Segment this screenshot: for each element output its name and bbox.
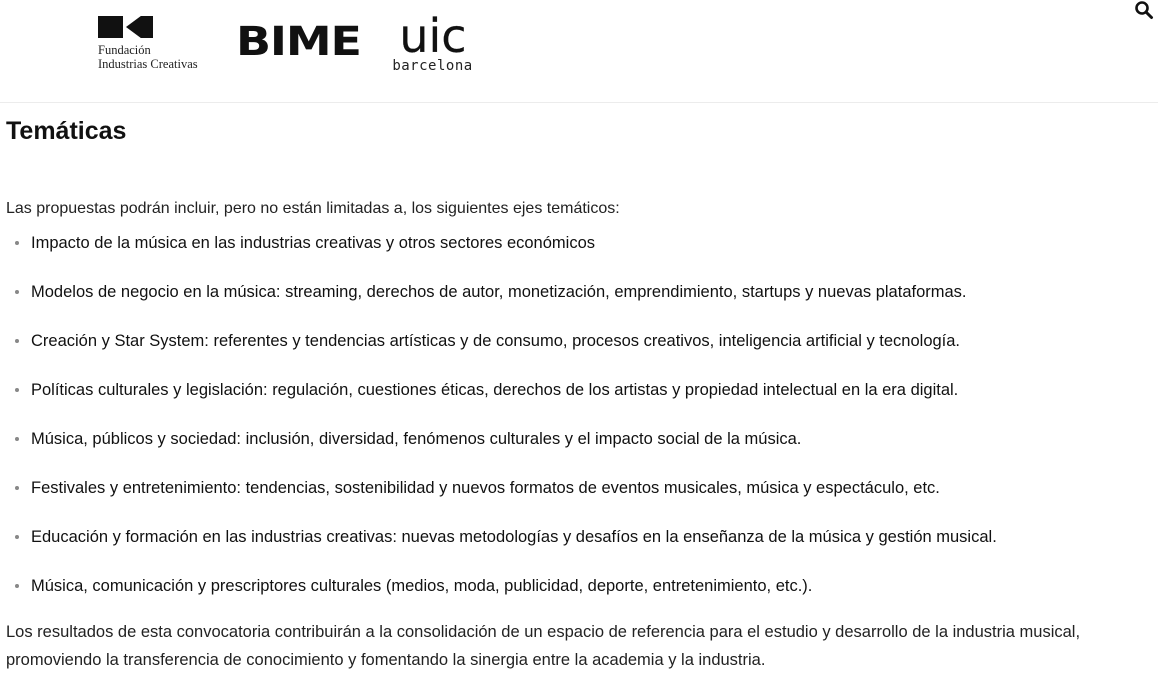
main-content — [0, 117, 1158, 674]
topic-item — [6, 575, 1152, 624]
bullet-dot — [15, 290, 19, 294]
search-icon[interactable] — [1134, 0, 1154, 20]
topic-item — [6, 330, 1152, 379]
fic-logo-line1: Fundación — [98, 43, 151, 57]
topic-item — [6, 379, 1152, 428]
topic-text: Impacto de la música en las industrias creativas y otros sectores económicos — [31, 234, 595, 252]
bime-logo[interactable]: BIME — [236, 19, 361, 65]
topic-item — [6, 477, 1152, 526]
topic-text: Políticas culturales y legislación: regulación, cuestiones éticas, derechos de los artistas y propiedad intelectual en la era digital. — [31, 381, 959, 399]
bullet-dot — [15, 241, 19, 245]
fic-square-shape — [98, 16, 123, 38]
topic-item — [6, 232, 1152, 281]
uic-logo-text: uic — [398, 10, 467, 56]
uic-logo-subtitle: barcelona — [392, 58, 473, 74]
fic-logo-line2: Industrias Creativas — [98, 57, 198, 71]
section-intro: Las propuestas podrán incluir, pero no están limitadas a, los siguientes ejes temáticos: — [6, 200, 620, 217]
fic-logo-text — [98, 43, 198, 71]
topic-item — [6, 526, 1152, 575]
bullet-dot — [15, 388, 19, 392]
topic-text: Educación y formación en las industrias creativas: nuevas metodologías y desafíos en la enseñanza de la música y gestión musical. — [31, 528, 997, 546]
uic-logo-mark — [387, 10, 479, 56]
uic-barcelona-logo[interactable] — [385, 10, 481, 74]
bullet-dot — [15, 339, 19, 343]
topic-text: Festivales y entretenimiento: tendencias, sostenibilidad y nuevos formatos de eventos musicales, música y espectáculo, etc. — [31, 479, 940, 497]
section-title: Temáticas — [6, 117, 127, 145]
partner-logos — [98, 10, 481, 76]
site-header — [0, 0, 1158, 103]
bullet-dot — [15, 584, 19, 588]
topic-text: Creación y Star System: referentes y tendencias artísticas y de consumo, procesos creativos, inteligencia artificial y tecnología. — [31, 332, 961, 350]
topics-list — [6, 232, 1152, 624]
topic-text: Música, públicos y sociedad: inclusión, diversidad, fenómenos culturales y el impacto social de la música. — [31, 430, 802, 448]
topic-text: Modelos de negocio en la música: streaming, derechos de autor, monetización, emprendimiento, startups y nuevas plataformas. — [31, 283, 967, 301]
fundacion-industrias-creativas-logo[interactable] — [98, 16, 228, 76]
topic-item — [6, 281, 1152, 330]
topic-item — [6, 428, 1152, 477]
fic-arrow-shape — [126, 16, 153, 38]
bullet-dot — [15, 437, 19, 441]
closing-paragraph: Los resultados de esta convocatoria contribuirán a la consolidación de un espacio de referencia para el estudio y desarrollo de la industria musical, promoviendo la transferencia de conocimiento y fomentando la sinergia entre la academia y la industria. — [6, 623, 1081, 669]
topic-text: Música, comunicación y prescriptores culturales (medios, moda, publicidad, deporte, entretenimiento, etc.). — [31, 577, 813, 595]
bullet-dot — [15, 535, 19, 539]
bullet-dot — [15, 486, 19, 490]
